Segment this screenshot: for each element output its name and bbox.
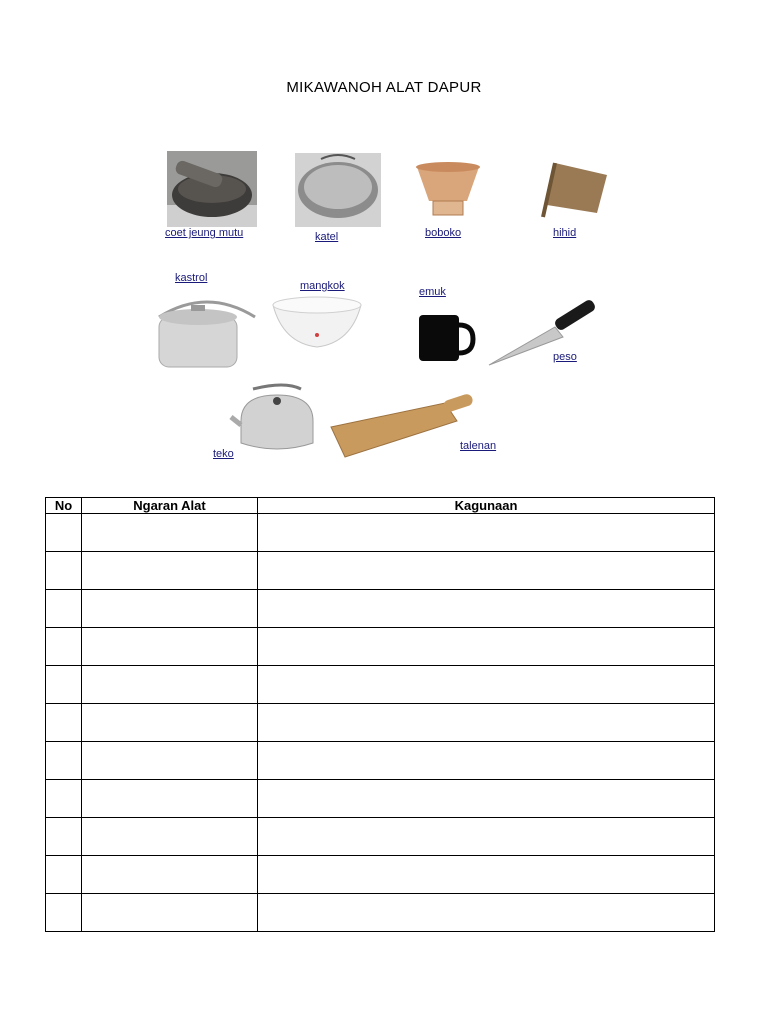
teko-image — [231, 385, 313, 449]
mangkok-image — [273, 297, 361, 347]
header-kagunaan: Kagunaan — [258, 498, 715, 514]
table-row — [46, 704, 715, 742]
cell-kagunaan[interactable] — [258, 552, 715, 590]
label-talenan: talenan — [460, 440, 497, 452]
cell-ngaran-alat[interactable] — [82, 894, 258, 932]
table-row — [46, 742, 715, 780]
label-boboko: boboko — [425, 227, 462, 239]
header-no: No — [46, 498, 82, 514]
cell-ngaran-alat[interactable] — [82, 514, 258, 552]
cell-ngaran-alat[interactable] — [82, 742, 258, 780]
cell-ngaran-alat[interactable] — [82, 780, 258, 818]
table-row — [46, 894, 715, 932]
kitchen-tools-illustration — [145, 145, 620, 475]
table-row — [46, 856, 715, 894]
cell-no[interactable] — [46, 780, 82, 818]
cell-kagunaan[interactable] — [258, 628, 715, 666]
table-row — [46, 514, 715, 552]
label-coet: coet jeung mutu — [165, 227, 244, 239]
kitchen-tools-figure — [145, 145, 620, 475]
cell-no[interactable] — [46, 666, 82, 704]
label-teko: teko — [213, 448, 234, 460]
cell-ngaran-alat[interactable] — [82, 704, 258, 742]
table-row — [46, 628, 715, 666]
cell-ngaran-alat[interactable] — [82, 666, 258, 704]
cell-kagunaan[interactable] — [258, 704, 715, 742]
cell-kagunaan[interactable] — [258, 894, 715, 932]
cell-no[interactable] — [46, 514, 82, 552]
label-mangkok: mangkok — [300, 280, 345, 292]
cell-kagunaan[interactable] — [258, 666, 715, 704]
page-title: MIKAWANOH ALAT DAPUR — [286, 79, 482, 96]
cell-kagunaan[interactable] — [258, 780, 715, 818]
table-row — [46, 780, 715, 818]
cell-no[interactable] — [46, 742, 82, 780]
cell-kagunaan[interactable] — [258, 590, 715, 628]
table-row — [46, 666, 715, 704]
cell-no[interactable] — [46, 894, 82, 932]
label-kastrol: kastrol — [175, 272, 208, 284]
emuk-image — [419, 315, 473, 361]
cell-ngaran-alat[interactable] — [82, 552, 258, 590]
cell-no[interactable] — [46, 552, 82, 590]
header-ngaran-alat: Ngaran Alat — [82, 498, 258, 514]
table-row — [46, 552, 715, 590]
cell-no[interactable] — [46, 704, 82, 742]
table-row — [46, 590, 715, 628]
cell-ngaran-alat[interactable] — [82, 818, 258, 856]
cell-kagunaan[interactable] — [258, 514, 715, 552]
wok-image — [295, 153, 381, 227]
cell-no[interactable] — [46, 628, 82, 666]
cell-no[interactable] — [46, 856, 82, 894]
cell-no[interactable] — [46, 818, 82, 856]
label-hihid: hihid — [553, 227, 577, 239]
cell-kagunaan[interactable] — [258, 856, 715, 894]
mortar-pestle-image — [167, 151, 257, 227]
label-peso: peso — [553, 351, 577, 363]
label-katel: katel — [315, 231, 339, 243]
cell-ngaran-alat[interactable] — [82, 590, 258, 628]
worksheet-table — [45, 497, 715, 932]
boboko-image — [416, 162, 480, 215]
cell-kagunaan[interactable] — [258, 742, 715, 780]
label-emuk: emuk — [419, 286, 446, 298]
kastrol-image — [159, 302, 255, 367]
cell-kagunaan[interactable] — [258, 818, 715, 856]
talenan-image — [331, 393, 474, 457]
cell-no[interactable] — [46, 590, 82, 628]
cell-ngaran-alat[interactable] — [82, 856, 258, 894]
table-row — [46, 818, 715, 856]
peso-image — [489, 298, 597, 365]
hihid-image — [543, 163, 607, 217]
cell-ngaran-alat[interactable] — [82, 628, 258, 666]
table-header-row — [46, 498, 715, 514]
